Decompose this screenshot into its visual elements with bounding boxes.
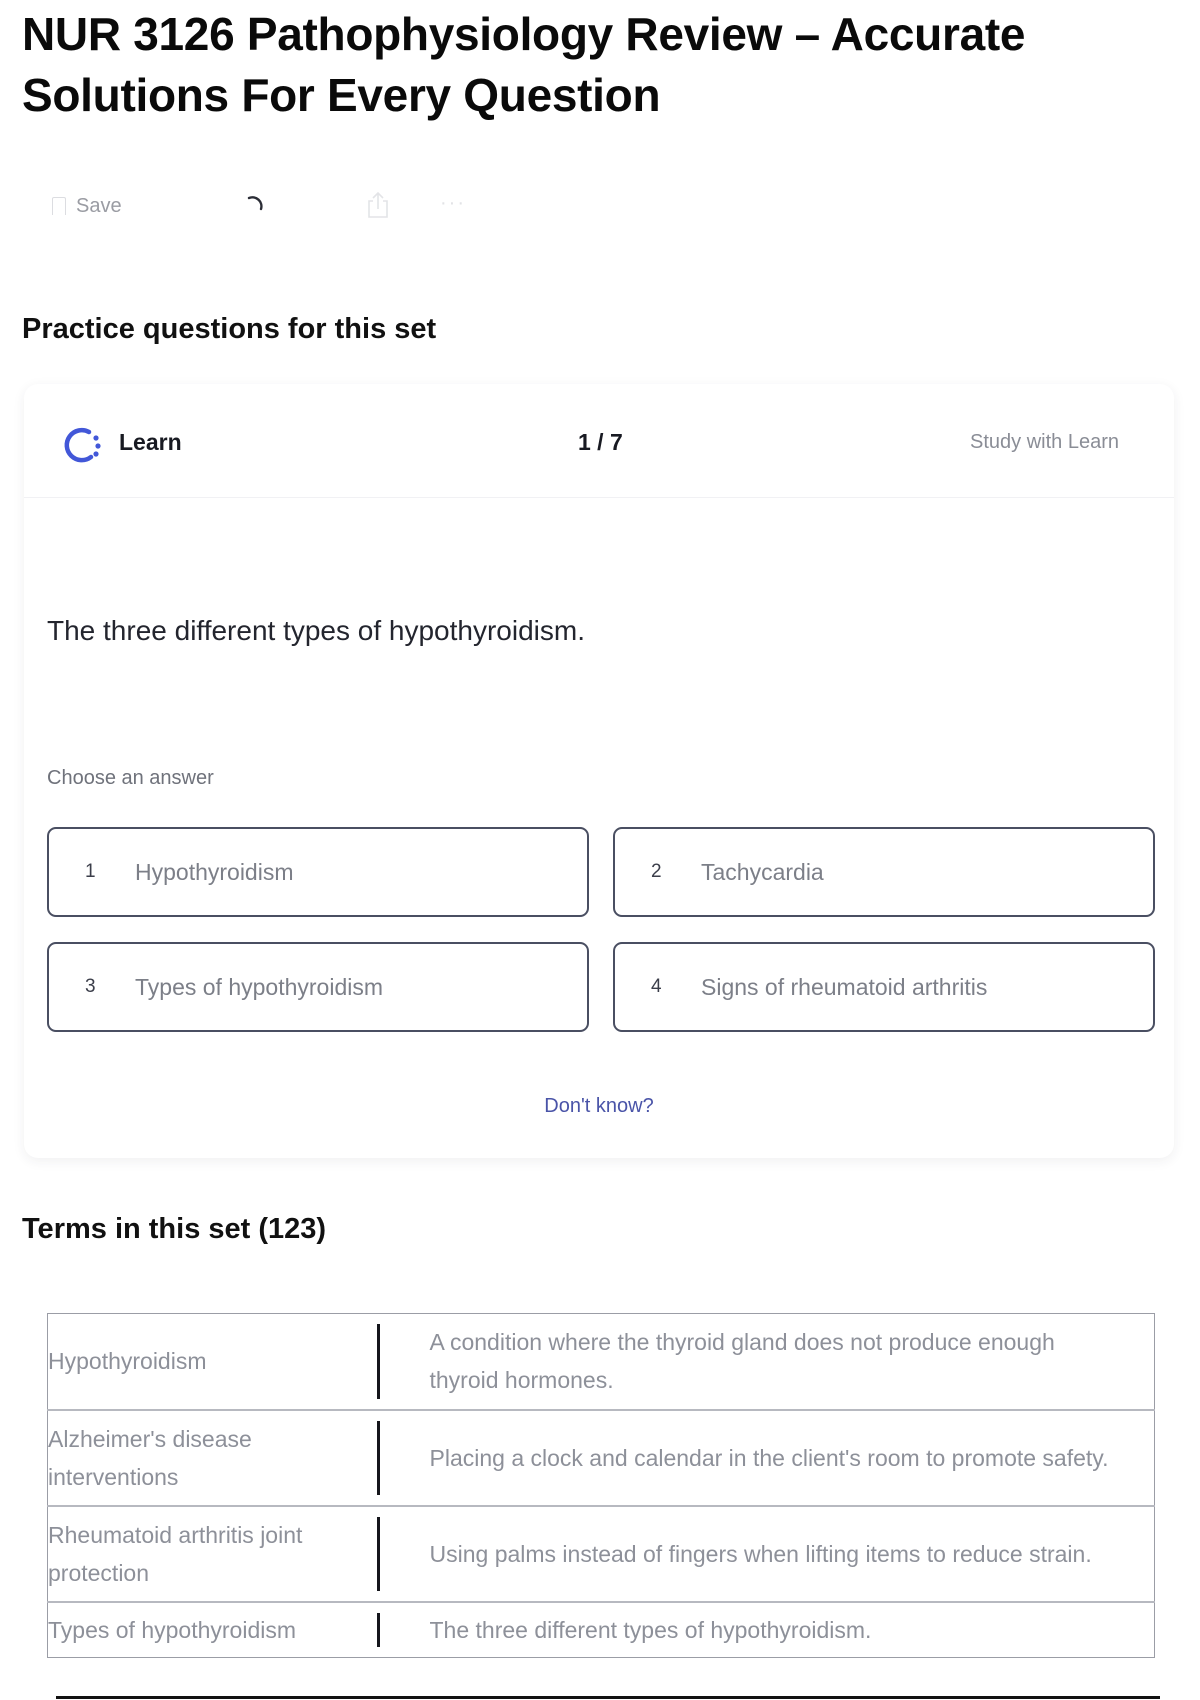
learn-card: [24, 384, 1174, 1158]
answer-option-2[interactable]: [613, 827, 1155, 917]
term-cell: Types of hypothyroidism: [48, 1602, 380, 1658]
term-cell: Hypothyroidism: [48, 1314, 380, 1410]
definition-cell: A condition where the thyroid gland does not produce enough thyroid hormones.: [429, 1329, 1055, 1394]
option-number: 3: [85, 976, 96, 997]
option-number: 2: [651, 861, 662, 882]
term-cell: Rheumatoid arthritis joint protection: [48, 1506, 380, 1602]
study-with-learn-link[interactable]: Study with Learn: [970, 431, 1119, 453]
learn-mode-icon: [62, 424, 104, 466]
option-text: Types of hypothyroidism: [135, 973, 384, 1000]
definition-cell: Using palms instead of fingers when lifting items to reduce strain.: [429, 1540, 1092, 1567]
term-cell: Alzheimer's disease interventions: [48, 1410, 380, 1506]
definition-cell: Placing a clock and calendar in the client's room to promote safety.: [429, 1444, 1109, 1471]
answer-option-4[interactable]: [613, 942, 1155, 1032]
dont-know-button[interactable]: Don't know?: [544, 1095, 654, 1117]
option-text: Tachycardia: [701, 858, 824, 885]
option-text: Hypothyroidism: [135, 858, 294, 885]
table-row: [48, 1506, 1155, 1602]
save-label: Save: [76, 194, 122, 217]
terms-heading: Terms in this set (123): [22, 1213, 327, 1245]
answer-option-1[interactable]: [47, 827, 589, 917]
table-row: [48, 1602, 1155, 1658]
bookmark-icon: [52, 197, 66, 215]
choose-answer-label: Choose an answer: [47, 767, 214, 789]
option-number: 4: [651, 976, 662, 997]
option-number: 1: [85, 861, 96, 882]
table-row: [48, 1314, 1155, 1410]
learn-card-header: [24, 384, 1174, 498]
set-toolbar: [52, 188, 512, 224]
learn-mode-label: Learn: [119, 429, 182, 455]
table-row: [48, 1410, 1155, 1506]
save-button[interactable]: [52, 188, 122, 224]
question-progress: 1 / 7: [578, 429, 623, 455]
answer-option-3[interactable]: [47, 942, 589, 1032]
terms-table: [47, 1313, 1155, 1658]
spinner-icon: [242, 192, 268, 218]
option-text: Signs of rheumatoid arthritis: [701, 973, 988, 1000]
bottom-divider: [56, 1696, 1160, 1699]
practice-heading: Practice questions for this set: [22, 313, 437, 345]
question-text: The three different types of hypothyroidism.: [47, 615, 585, 646]
definition-cell: The three different types of hypothyroidism.: [429, 1616, 872, 1643]
share-icon[interactable]: [364, 190, 392, 220]
page-title: NUR 3126 Pathophysiology Review – Accurate Solutions For Every Question: [22, 8, 1026, 121]
more-options-icon[interactable]: ···: [440, 192, 466, 214]
